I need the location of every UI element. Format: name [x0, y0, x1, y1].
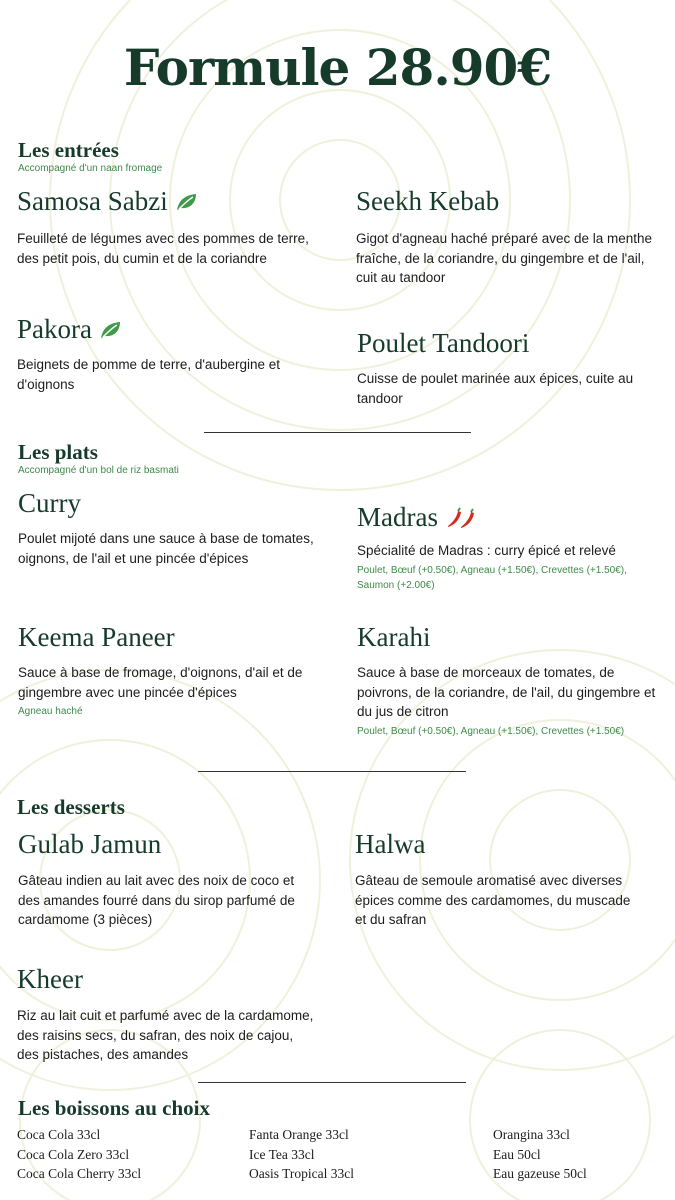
drink-item: Ice Tea 33cl — [249, 1146, 315, 1162]
dish-kheer — [17, 964, 317, 1065]
drink-item: Coca Cola 33cl — [17, 1127, 101, 1142]
section-boissons — [18, 1096, 210, 1121]
menu-title: Formule 28.90€ — [123, 38, 552, 97]
dish-description: Riz au lait cuit et parfumé avec de la cardamome, des raisins secs, du safran, des noix de cajou, des pistaches, des amandes — [17, 1008, 314, 1062]
dish-karahi — [357, 622, 657, 739]
dish-name: Karahi — [357, 622, 431, 652]
dish-description: Sauce à base de fromage, d'oignons, d'ail et de gingembre avec une pincée d'épices — [18, 665, 303, 700]
dish-curry — [18, 488, 318, 568]
drink-item: Coca Cola Zero 33cl — [17, 1146, 130, 1162]
dish-description: Beignets de pomme de terre, d'aubergine et d'oignons — [17, 357, 280, 392]
drinks-column-1 — [17, 1125, 141, 1184]
section-divider — [198, 1082, 466, 1083]
dish-name: Curry — [18, 488, 81, 518]
section-heading: Les entrées — [18, 138, 119, 162]
drinks-column-3 — [493, 1125, 587, 1184]
dish-name: Kheer — [17, 964, 83, 994]
section-entrees — [18, 138, 162, 174]
section-divider — [204, 432, 471, 433]
dish-description: Poulet mijoté dans une sauce à base de tomates, oignons, de l'ail et une pincée d'épices — [18, 531, 314, 566]
dish-name: Halwa — [355, 829, 426, 859]
drink-item: Coca Cola Cherry 33cl — [17, 1166, 142, 1181]
dish-poulet-tandoori — [357, 328, 657, 408]
dish-madras — [357, 502, 657, 593]
chili-pepper-icon — [445, 507, 477, 529]
drinks-column-2 — [249, 1125, 354, 1184]
leaf-icon — [175, 192, 199, 212]
dish-gulab-jamun — [18, 829, 318, 930]
drink-item: Fanta Orange 33cl — [249, 1127, 349, 1142]
dish-name: Gulab Jamun — [18, 829, 162, 859]
section-heading: Les desserts — [17, 795, 125, 819]
dish-description: Spécialité de Madras : curry épicé et relevé — [357, 543, 616, 558]
section-heading: Les plats — [18, 440, 98, 464]
dish-pakora — [17, 314, 317, 394]
dish-description: Cuisse de poulet marinée aux épices, cuite au tandoor — [357, 371, 634, 406]
drink-item: Eau gazeuse 50cl — [493, 1166, 587, 1181]
leaf-icon — [99, 320, 123, 340]
dish-samosa-sabzi — [17, 186, 317, 268]
section-desserts — [17, 795, 125, 820]
dish-halwa — [355, 829, 645, 930]
section-heading: Les boissons au choix — [18, 1096, 210, 1120]
dish-description: Gâteau de semoule aromatisé avec diverses épices comme des cardamomes, du muscade et du safran — [355, 873, 631, 927]
dish-description: Gâteau indien au lait avec des noix de coco et des amandes fourré dans du sirop parfumé de cardamome (3 pièces) — [18, 873, 295, 927]
dish-keema-paneer — [18, 622, 328, 719]
drink-item: Orangina 33cl — [493, 1127, 570, 1142]
section-divider — [198, 771, 466, 772]
drink-item: Eau 50cl — [493, 1146, 541, 1162]
dish-options: Poulet, Bœuf (+0.50€), Agneau (+1.50€), Crevettes (+1.50€), Saumon (+2.00€) — [357, 564, 627, 591]
section-plats — [18, 440, 179, 476]
dish-name: Seekh Kebab — [356, 186, 500, 216]
dish-description: Sauce à base de morceaux de tomates, de poivrons, de la coriandre, de l'ail, du gingembre et du jus de citron — [357, 665, 656, 719]
drink-item: Oasis Tropical 33cl — [249, 1166, 355, 1181]
dish-description: Feuilleté de légumes avec des pommes de terre, des petit pois, du cumin et de la coriandre — [17, 231, 309, 266]
dish-options: Poulet, Bœuf (+0.50€), Agneau (+1.50€), Crevettes (+1.50€) — [357, 725, 625, 737]
section-note: Accompagné d'un bol de riz basmati — [18, 465, 179, 476]
section-note: Accompagné d'un naan fromage — [18, 163, 163, 174]
dish-seekh-kebab — [356, 186, 656, 288]
dish-description: Gigot d'agneau haché préparé avec de la menthe fraîche, de la coriandre, du gingembre et de l'ail, cuit au tandoor — [356, 231, 653, 285]
dish-options: Agneau haché — [18, 706, 83, 717]
dish-name: Pakora — [17, 314, 92, 344]
dish-name: Keema Paneer — [18, 622, 175, 652]
dish-name: Poulet Tandoori — [357, 328, 530, 358]
dish-name: Samosa Sabzi — [17, 186, 168, 216]
dish-name: Madras — [357, 502, 438, 532]
